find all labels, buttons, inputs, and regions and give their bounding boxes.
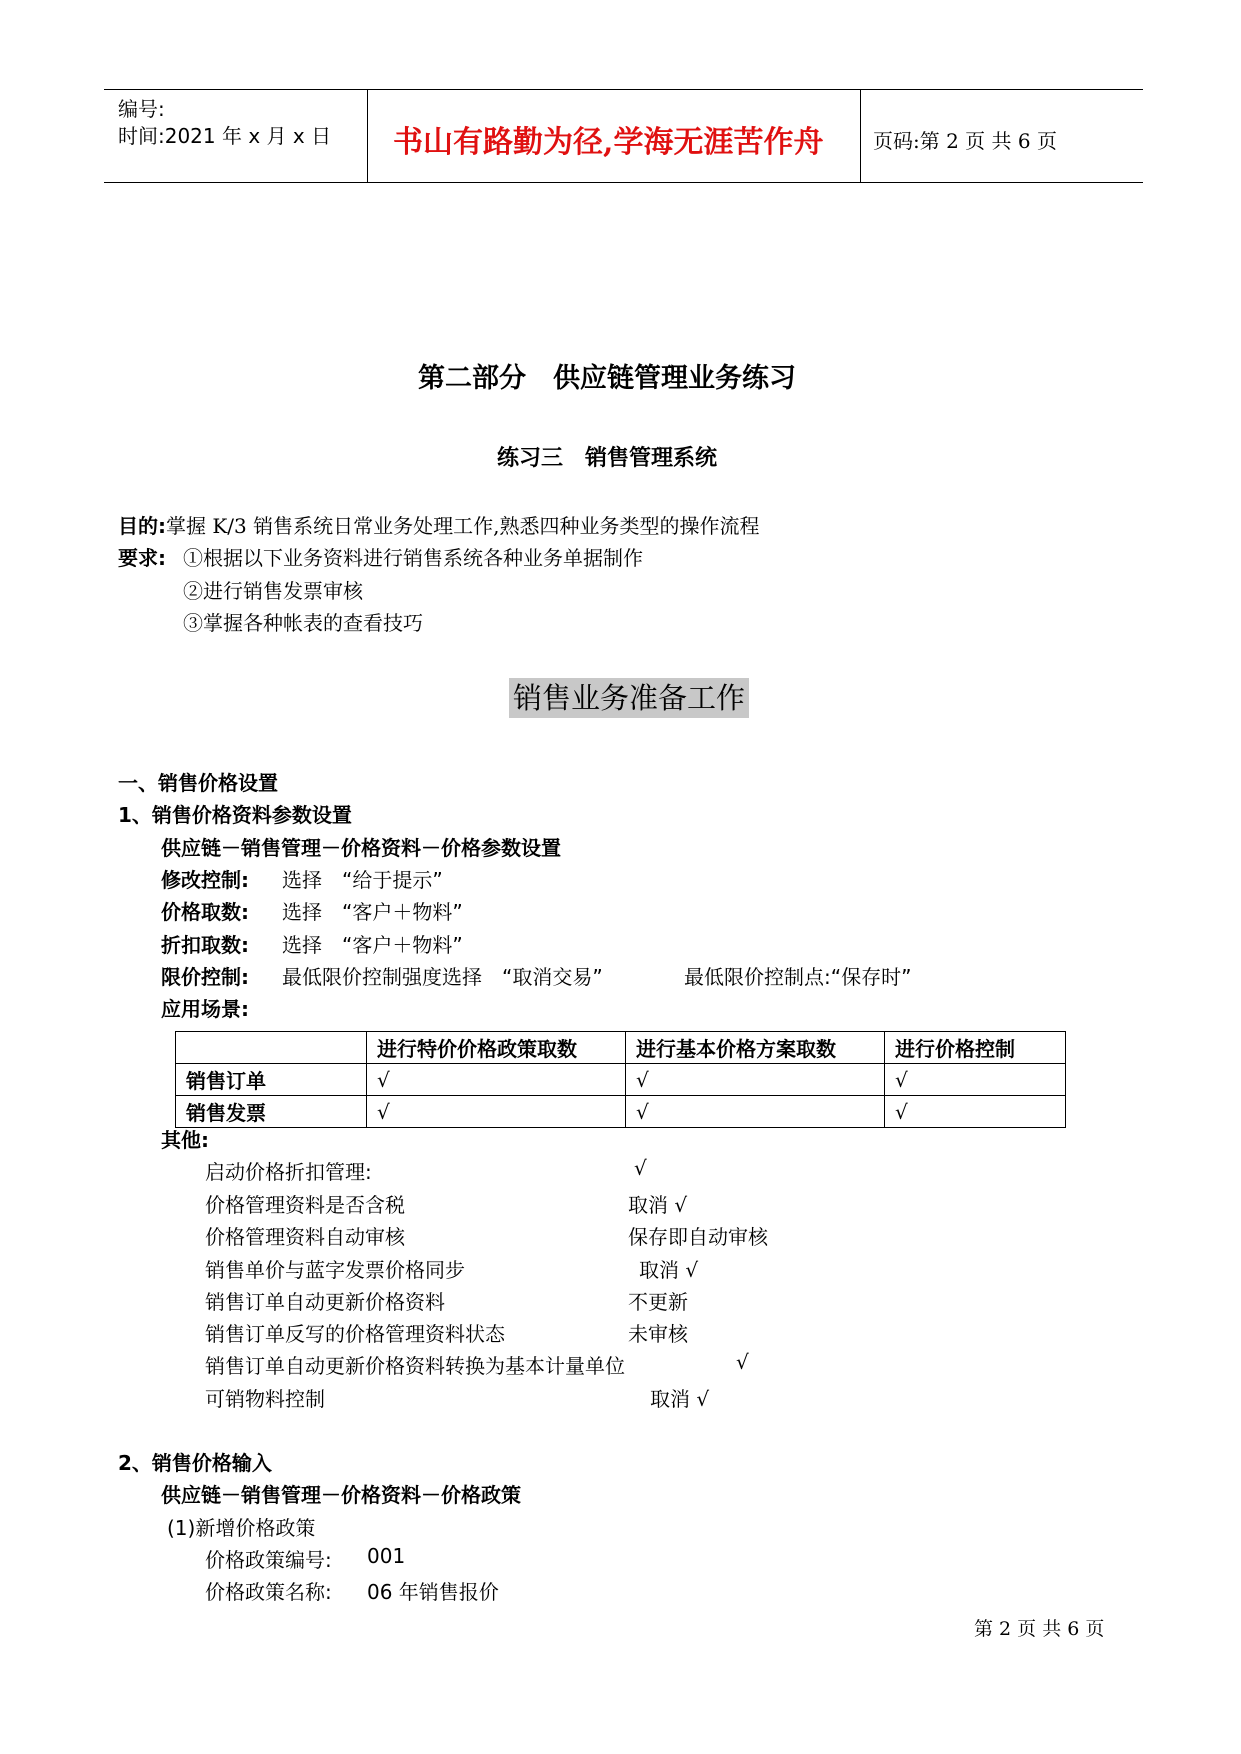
setting-value: 选择 “给于提示” bbox=[282, 868, 443, 892]
other-option-value: 取消 √ bbox=[628, 1193, 688, 1217]
setting-value-secondary: 最低限价控制点:“保存时” bbox=[684, 965, 912, 989]
page-subtitle: 练习三 销售管理系统 bbox=[497, 446, 718, 471]
header-number-label: 编号: bbox=[118, 97, 165, 121]
other-option-label: 销售订单自动更新价格资料转换为基本计量单位 bbox=[205, 1354, 625, 1378]
setting-label: 修改控制: bbox=[161, 868, 249, 892]
other-label: 其他: bbox=[161, 1128, 209, 1152]
table-cell: √ bbox=[367, 1064, 626, 1096]
table-cell: √ bbox=[626, 1096, 885, 1128]
sub2-menu-path: 供应链－销售管理－价格资料－价格政策 bbox=[161, 1483, 521, 1507]
part1-heading: 一、销售价格设置 bbox=[118, 771, 278, 795]
table-header-cell: 进行特价价格政策取数 bbox=[367, 1032, 626, 1064]
setting-value: 选择 “客户＋物料” bbox=[282, 933, 463, 957]
setting-value: 最低限价控制强度选择 “取消交易” bbox=[282, 965, 603, 989]
table-header-cell bbox=[176, 1032, 367, 1064]
requirements-label: 要求: bbox=[118, 546, 166, 570]
setting-label: 限价控制: bbox=[161, 965, 249, 989]
table-header-cell: 进行价格控制 bbox=[885, 1032, 1066, 1064]
other-option-value: 取消 √ bbox=[639, 1258, 699, 1282]
requirement-item: ②进行销售发票审核 bbox=[183, 579, 363, 603]
requirement-item: ③掌握各种帐表的查看技巧 bbox=[183, 611, 423, 635]
other-option-label: 可销物料控制 bbox=[205, 1387, 325, 1411]
header-bottom-rule bbox=[104, 182, 1143, 183]
table-cell: √ bbox=[885, 1096, 1066, 1128]
other-option-label: 销售单价与蓝字发票价格同步 bbox=[205, 1258, 465, 1282]
scene-label: 应用场景: bbox=[161, 997, 249, 1021]
table-cell: √ bbox=[626, 1064, 885, 1096]
table-header-row bbox=[176, 1032, 1066, 1064]
header-time-label: 时间:2021 年 x 月 x 日 bbox=[118, 124, 332, 148]
header-divider-right bbox=[860, 90, 861, 183]
other-option-value: 取消 √ bbox=[650, 1387, 710, 1411]
field-value: 001 bbox=[367, 1544, 406, 1568]
other-option-label: 价格管理资料自动审核 bbox=[205, 1225, 405, 1249]
section-banner: 销售业务准备工作 bbox=[509, 678, 749, 718]
other-option-value: 保存即自动审核 bbox=[628, 1225, 768, 1249]
table-row-label: 销售订单 bbox=[176, 1064, 367, 1096]
table-cell: √ bbox=[367, 1096, 626, 1128]
purpose-line bbox=[118, 510, 759, 539]
other-option-value: 不更新 bbox=[628, 1290, 688, 1314]
field-label: 价格政策名称: bbox=[205, 1580, 332, 1604]
setting-label: 折扣取数: bbox=[161, 933, 249, 957]
table-header-cell: 进行基本价格方案取数 bbox=[626, 1032, 885, 1064]
setting-label: 价格取数: bbox=[161, 900, 249, 924]
sub1-heading: 1、销售价格资料参数设置 bbox=[118, 803, 352, 827]
purpose-label: 目的: bbox=[118, 514, 166, 538]
purpose-text: 掌握 K/3 销售系统日常业务处理工作,熟悉四种业务类型的操作流程 bbox=[166, 514, 760, 538]
page-footer: 第 2 页 共 6 页 bbox=[974, 1618, 1105, 1640]
other-option-label: 销售订单自动更新价格资料 bbox=[205, 1290, 445, 1314]
requirements-line bbox=[118, 542, 166, 571]
sub2-heading: 2、销售价格输入 bbox=[118, 1451, 272, 1475]
header-divider-left bbox=[367, 90, 368, 183]
table-row-label: 销售发票 bbox=[176, 1096, 367, 1128]
field-label: 价格政策编号: bbox=[205, 1548, 332, 1572]
other-option-label: 启动价格折扣管理: bbox=[205, 1160, 372, 1184]
application-scene-table bbox=[175, 1031, 1066, 1128]
other-option-label: 价格管理资料是否含税 bbox=[205, 1193, 405, 1217]
other-option-value: √ bbox=[634, 1156, 647, 1180]
setting-value: 选择 “客户＋物料” bbox=[282, 900, 463, 924]
sub2-step: (1)新增价格政策 bbox=[167, 1516, 316, 1540]
other-option-label: 销售订单反写的价格管理资料状态 bbox=[205, 1322, 505, 1346]
requirement-item: ①根据以下业务资料进行销售系统各种业务单据制作 bbox=[183, 546, 643, 570]
header-top-rule bbox=[104, 89, 1143, 90]
table-row bbox=[176, 1064, 1066, 1096]
header-motto: 书山有路勤为径,学海无涯苦作舟 bbox=[393, 125, 824, 160]
field-value: 06 年销售报价 bbox=[367, 1580, 499, 1604]
sub1-menu-path: 供应链－销售管理－价格资料－价格参数设置 bbox=[161, 836, 561, 860]
other-option-value: 未审核 bbox=[628, 1322, 688, 1346]
header-page-label: 页码:第 2 页 共 6 页 bbox=[873, 129, 1057, 153]
table-row bbox=[176, 1096, 1066, 1128]
table-cell: √ bbox=[885, 1064, 1066, 1096]
other-option-value: √ bbox=[736, 1350, 749, 1374]
page-title: 第二部分 供应链管理业务练习 bbox=[418, 363, 796, 394]
